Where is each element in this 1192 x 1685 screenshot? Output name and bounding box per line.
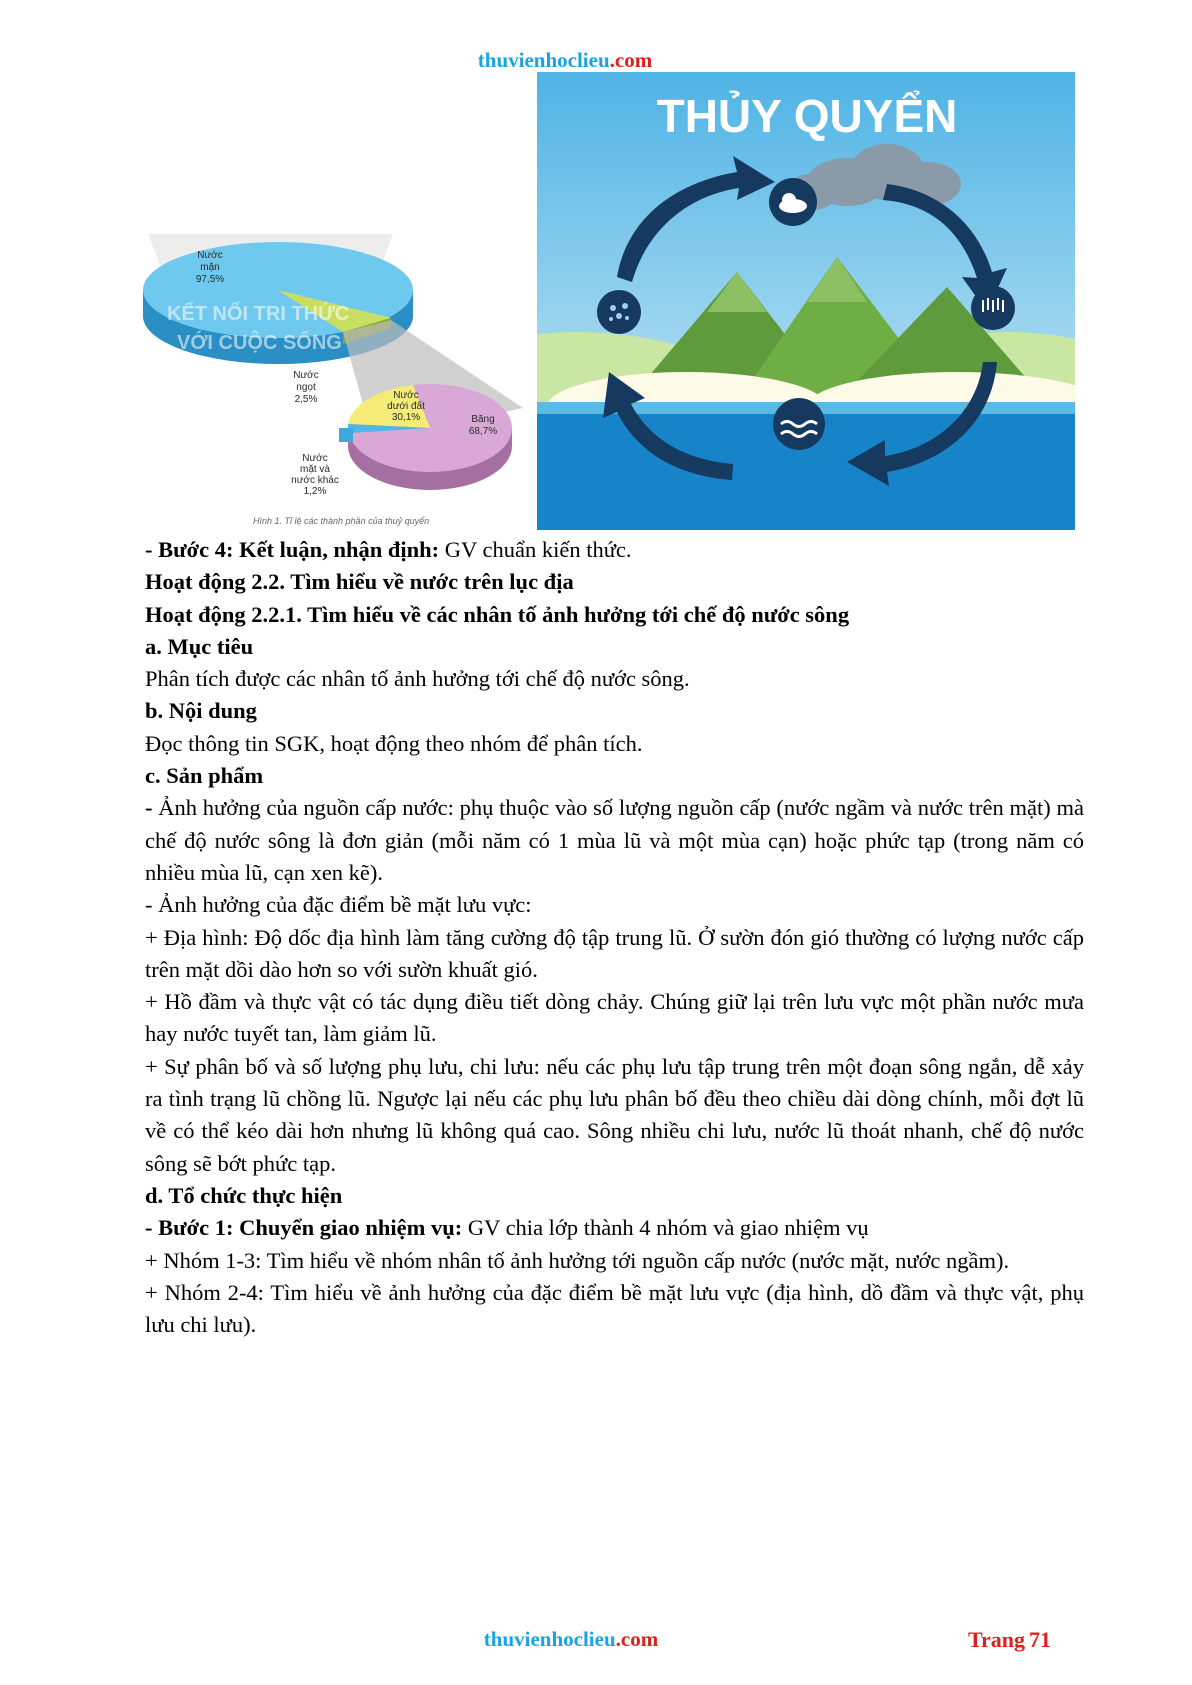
svg-text:Băng68,7% xyxy=(469,414,497,437)
label-ground-2: dưới đất xyxy=(387,401,425,412)
step4-label: - Bước 4: Kết luận, nhận định: xyxy=(145,537,440,562)
heading-content: b. Nội dung xyxy=(145,698,257,724)
footer-brand-domain: .com xyxy=(615,1627,659,1651)
heading-objective: a. Mục tiêu xyxy=(145,633,254,659)
water-cycle-title: THỦY QUYỂN xyxy=(656,90,958,142)
step1-paragraph xyxy=(145,1212,1084,1244)
main-content xyxy=(145,534,1084,1341)
cloud-icon xyxy=(769,178,817,226)
label-fresh-1: Nước xyxy=(293,370,319,381)
step1-text: GV chia lớp thành 4 nhóm và giao nhiệm vụ xyxy=(462,1215,869,1241)
water-cycle-figure xyxy=(537,72,1075,530)
product-paragraph-4: + Hồ đầm và thực vật có tác dụng điều tiết dòng chảy. Chúng giữ lại trên lưu vực một phần nước mưa hay nước tuyết tan, làm giảm lũ. xyxy=(145,989,1084,1047)
brand-name: thuvienhoclieu xyxy=(477,48,610,72)
product-dash: - xyxy=(145,795,153,821)
product-paragraph-3: + Địa hình: Độ dốc địa hình làm tăng cường độ tập trung lũ. Ở sườn đón gió thường có lượng nước cấp trên mặt dồi dào hơn so với sườn khuất gió. xyxy=(145,924,1084,982)
step4-text: GV chuẩn kiến thức. xyxy=(439,537,632,562)
snow-icon xyxy=(597,290,641,334)
wave-icon xyxy=(773,398,825,450)
content-text: Đọc thông tin SGK, hoạt động theo nhóm để phân tích. xyxy=(145,730,643,756)
small-pie xyxy=(348,384,512,490)
label-fresh-3: 2,5% xyxy=(294,394,318,405)
header-brand xyxy=(0,48,1130,73)
label-fresh-2: ngọt xyxy=(296,382,316,393)
label-ground-3: 30,1% xyxy=(391,412,421,423)
step1-label: - Bước 1: Chuyển giao nhiệm vụ: xyxy=(145,1215,463,1241)
label-surface-3: nước khác xyxy=(291,475,339,486)
watermark-line-1: KẾT NỐI TRI THỨC xyxy=(167,303,350,325)
watermark-line-2: VỚI CUỘC SỐNG xyxy=(177,332,342,354)
label-ice-2: 68,7% xyxy=(468,426,498,437)
step4-paragraph xyxy=(145,534,1084,566)
brand-domain: .com xyxy=(609,48,653,72)
page-number xyxy=(968,1627,1055,1653)
hydrosphere-pie-figure xyxy=(143,228,538,530)
page-number-value: 71 xyxy=(1029,1627,1052,1652)
svg-text:Nướcngọt2,5% xyxy=(293,370,318,405)
label-ground-1: Nước xyxy=(393,390,419,401)
label-ice-1: Băng xyxy=(471,414,495,425)
product-paragraph-1 xyxy=(145,792,1084,889)
rain-icon xyxy=(971,286,1015,330)
group-2-4-paragraph: + Nhóm 2-4: Tìm hiểu về ảnh hưởng của đặc điểm bề mặt lưu vực (địa hình, dồ đầm và thực vật, phụ lưu chi lưu). xyxy=(145,1279,1084,1338)
heading-activity-2-2: Hoạt động 2.2. Tìm hiểu về nước trên lục địa xyxy=(145,569,574,595)
objective-text: Phân tích được các nhân tố ảnh hưởng tới chế độ nước sông. xyxy=(145,666,690,692)
surface-water-chip xyxy=(339,428,353,442)
page-label: Trang xyxy=(968,1627,1026,1652)
label-surface-1: Nước xyxy=(302,453,328,464)
label-salt-1: Nước xyxy=(197,250,223,261)
label-salt-3: 97,5% xyxy=(195,274,225,285)
label-surface-2: mặt và xyxy=(299,464,331,475)
label-surface-4: 1,2% xyxy=(303,486,327,497)
product-paragraph-2: - Ảnh hưởng của đặc điểm bề mặt lưu vực: xyxy=(145,892,532,918)
product-text-1: Ảnh hưởng của nguồn cấp nước: phụ thuộc vào số lượng nguồn cấp (nước ngầm và nước trên mặt) mà chế độ nước sông là đơn giản (mỗi năm có 1 mùa lũ và một mùa cạn) hoặc phức tạp (trong năm có nhiều mùa lũ, cạn xen kẽ). xyxy=(145,795,1084,885)
footer-brand-name: thuvienhoclieu xyxy=(483,1627,616,1651)
figure-caption: Hình 1. Tỉ lệ các thành phần của thuỷ quyển xyxy=(253,516,430,526)
label-salt-2: mặn xyxy=(200,262,220,273)
heading-activity-2-2-1: Hoạt động 2.2.1. Tìm hiểu về các nhân tố ảnh hưởng tới chế độ nước sông xyxy=(145,601,850,627)
product-paragraph-5: + Sự phân bố và số lượng phụ lưu, chi lưu: nếu các phụ lưu tập trung trên một đoạn sông ngắn, dễ xảy ra tình trạng lũ chồng lũ. Ngược lại nếu các phụ lưu phân bố đều theo chiều dài dòng chính, mỗi đợt lũ về có thể kéo dài hơn nhưng lũ không quá cao. Sông nhiều chi lưu, nước lũ thoát nhanh, chế độ nước sông sẽ bớt phức tạp. xyxy=(145,1053,1084,1176)
heading-organization: d. Tổ chức thực hiện xyxy=(145,1182,343,1208)
heading-product: c. Sản phẩm xyxy=(145,763,264,789)
group-1-3-paragraph: + Nhóm 1-3: Tìm hiểu về nhóm nhân tố ảnh hưởng tới nguồn cấp nước (nước mặt, nước ngầm). xyxy=(145,1247,1010,1273)
